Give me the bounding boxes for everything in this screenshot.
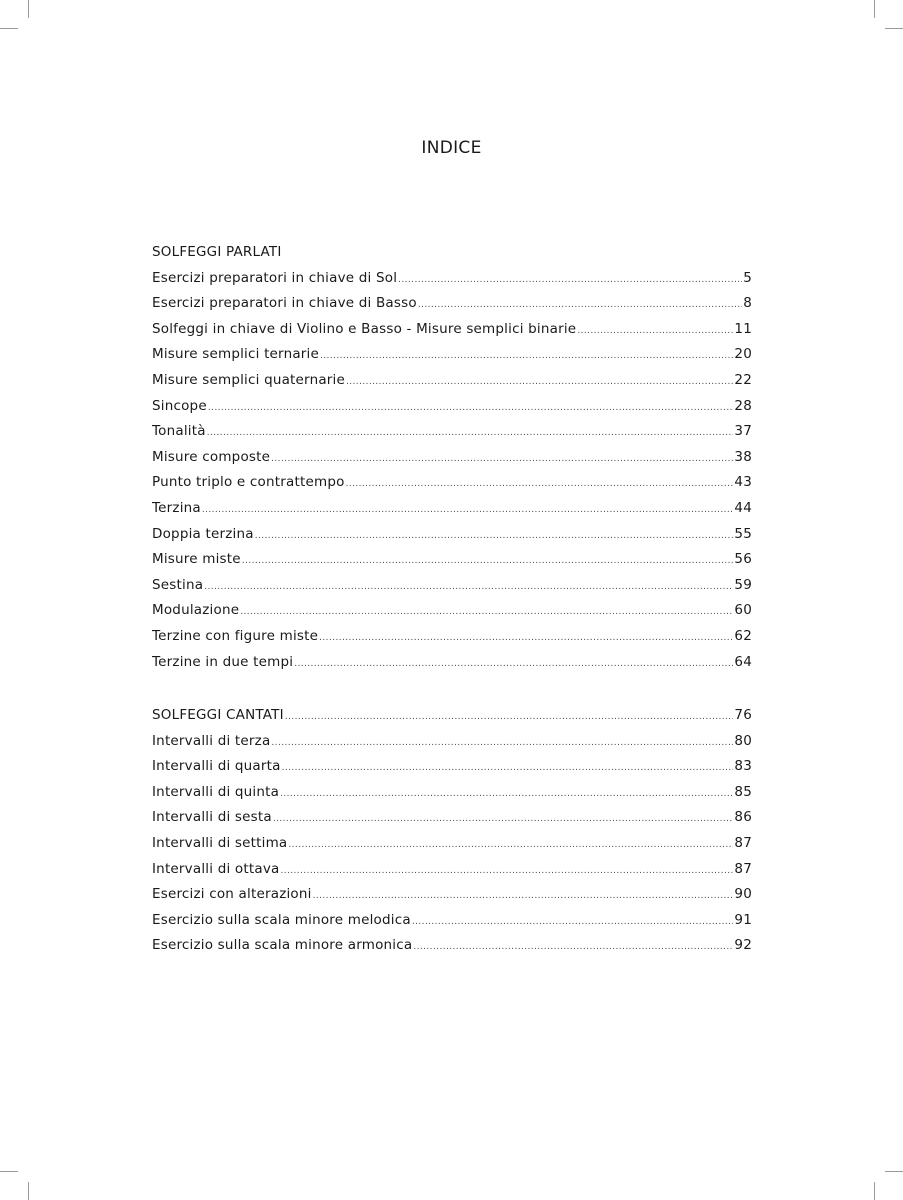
toc-entry-label: Punto triplo e contrattempo xyxy=(152,474,345,491)
crop-mark xyxy=(28,0,29,18)
toc-entry xyxy=(152,933,752,959)
toc-entry-page: 5 xyxy=(743,269,752,286)
crop-mark xyxy=(0,1171,18,1172)
section-heading-parlati: SOLFEGGI PARLATI xyxy=(152,244,282,260)
leader-dots xyxy=(273,807,734,833)
leader-dots xyxy=(271,447,733,473)
toc-entry-label: Sestina xyxy=(152,576,204,593)
toc-entry-label: Esercizi con alterazioni xyxy=(152,886,312,903)
toc-entry-page: 80 xyxy=(734,732,752,749)
leader-dots xyxy=(320,344,733,370)
leader-dots xyxy=(319,626,733,652)
toc-entry-label: Terzine con figure miste xyxy=(152,627,319,644)
toc-entry xyxy=(152,547,752,573)
toc-entry-label: Intervalli di quinta xyxy=(152,783,280,800)
toc-entry-label: Intervalli di settima xyxy=(152,834,288,851)
toc-entry-label: Esercizio sulla scala minore armonica xyxy=(152,937,413,954)
toc-list-parlati xyxy=(152,266,752,676)
toc-entry xyxy=(152,729,752,755)
leader-dots xyxy=(280,859,733,885)
toc-entry-page: 87 xyxy=(734,834,752,851)
toc-list-cantati xyxy=(152,729,752,959)
toc-entry xyxy=(152,598,752,624)
leader-dots xyxy=(271,731,733,757)
leader-dots xyxy=(285,705,734,731)
leader-dots xyxy=(204,575,733,601)
toc-entry xyxy=(152,857,752,883)
toc-entry-page: 60 xyxy=(734,602,752,619)
toc-entry xyxy=(152,573,752,599)
toc-entry-page: 20 xyxy=(734,346,752,363)
toc-entry-label: Esercizio sulla scala minore melodica xyxy=(152,911,411,928)
toc-entry-page: 85 xyxy=(734,783,752,800)
toc-entry-page: 28 xyxy=(734,397,752,414)
leader-dots xyxy=(242,549,734,575)
toc-entry xyxy=(152,394,752,420)
leader-dots xyxy=(207,421,734,447)
section-heading-label: SOLFEGGI CANTATI xyxy=(152,707,284,723)
toc-entry xyxy=(152,522,752,548)
leader-dots xyxy=(413,935,733,961)
toc-entry-label: Terzine in due tempi xyxy=(152,653,294,670)
toc-entry-label: Modulazione xyxy=(152,602,240,619)
toc-entry-page: 38 xyxy=(734,448,752,465)
toc-entry-label: Misure composte xyxy=(152,448,271,465)
leader-dots xyxy=(346,472,734,498)
toc-entry-label: Intervalli di ottava xyxy=(152,860,280,877)
toc-entry-page: 92 xyxy=(734,937,752,954)
toc-entry-page: 62 xyxy=(734,627,752,644)
leader-dots xyxy=(412,910,734,936)
toc-entry-label: Terzina xyxy=(152,499,201,516)
toc-section-parlati xyxy=(152,240,752,675)
toc-entry-page: 55 xyxy=(734,525,752,542)
toc-entry-page: 11 xyxy=(734,320,752,337)
leader-dots xyxy=(202,498,734,524)
toc-entry xyxy=(152,470,752,496)
toc-entry-page: 64 xyxy=(734,653,752,670)
toc-entry-label: Misure semplici quaternarie xyxy=(152,371,346,388)
section-heading-cantati xyxy=(152,703,752,729)
leader-dots xyxy=(288,833,733,859)
toc-entry xyxy=(152,342,752,368)
toc-entry-page: 83 xyxy=(734,758,752,775)
toc-entry-page: 44 xyxy=(734,499,752,516)
crop-mark xyxy=(885,1171,903,1172)
leader-dots xyxy=(346,370,733,396)
leader-dots xyxy=(294,652,733,678)
leader-dots xyxy=(313,884,734,910)
toc-entry-label: Esercizi preparatori in chiave di Sol xyxy=(152,269,398,286)
leader-dots xyxy=(208,396,734,422)
crop-mark xyxy=(885,28,903,29)
toc-entry-page: 86 xyxy=(734,809,752,826)
leader-dots xyxy=(240,600,733,626)
toc-entry-page: 56 xyxy=(734,551,752,568)
toc-section-cantati xyxy=(152,703,752,959)
toc-entry-page: 91 xyxy=(734,911,752,928)
toc-entry xyxy=(152,831,752,857)
toc-entry-label: Misure semplici ternarie xyxy=(152,346,320,363)
toc-entry-page: 87 xyxy=(734,860,752,877)
toc-entry-page: 43 xyxy=(734,474,752,491)
leader-dots xyxy=(255,524,734,550)
toc-entry xyxy=(152,754,752,780)
toc-entry xyxy=(152,780,752,806)
toc-entry xyxy=(152,624,752,650)
crop-mark xyxy=(874,0,875,18)
crop-mark xyxy=(874,1182,875,1200)
toc-entry-page: 59 xyxy=(734,576,752,593)
toc-entry-label: Intervalli di quarta xyxy=(152,758,281,775)
toc-entry xyxy=(152,368,752,394)
toc-entry xyxy=(152,419,752,445)
toc-entry xyxy=(152,317,752,343)
toc-entry-label: Sincope xyxy=(152,397,207,414)
leader-dots xyxy=(418,293,742,319)
page-title: INDICE xyxy=(421,138,482,158)
toc-entry xyxy=(152,650,752,676)
leader-dots xyxy=(577,319,733,345)
toc-entry-label: Misure miste xyxy=(152,551,241,568)
leader-dots xyxy=(282,756,734,782)
toc-entry xyxy=(152,882,752,908)
toc-entry xyxy=(152,805,752,831)
crop-mark xyxy=(0,28,18,29)
toc-entry-page: 37 xyxy=(734,423,752,440)
toc-entry-label: Esercizi preparatori in chiave di Basso xyxy=(152,295,417,312)
toc-entry xyxy=(152,908,752,934)
crop-mark xyxy=(28,1182,29,1200)
toc-entry xyxy=(152,445,752,471)
section-heading-page: 76 xyxy=(734,707,752,723)
toc-entry-label: Tonalità xyxy=(152,423,206,440)
toc-entry-label: Doppia terzina xyxy=(152,525,254,542)
leader-dots xyxy=(398,268,742,294)
toc-entry-page: 8 xyxy=(743,295,752,312)
leader-dots xyxy=(280,782,733,808)
toc-entry xyxy=(152,496,752,522)
toc-entry xyxy=(152,266,752,292)
toc-entry xyxy=(152,291,752,317)
toc-entry-page: 90 xyxy=(734,886,752,903)
toc-entry-page: 22 xyxy=(734,371,752,388)
toc-entry-label: Solfeggi in chiave di Violino e Basso - Misure semplici binarie xyxy=(152,320,577,337)
toc-entry-label: Intervalli di terza xyxy=(152,732,271,749)
toc-entry-label: Intervalli di sesta xyxy=(152,809,272,826)
